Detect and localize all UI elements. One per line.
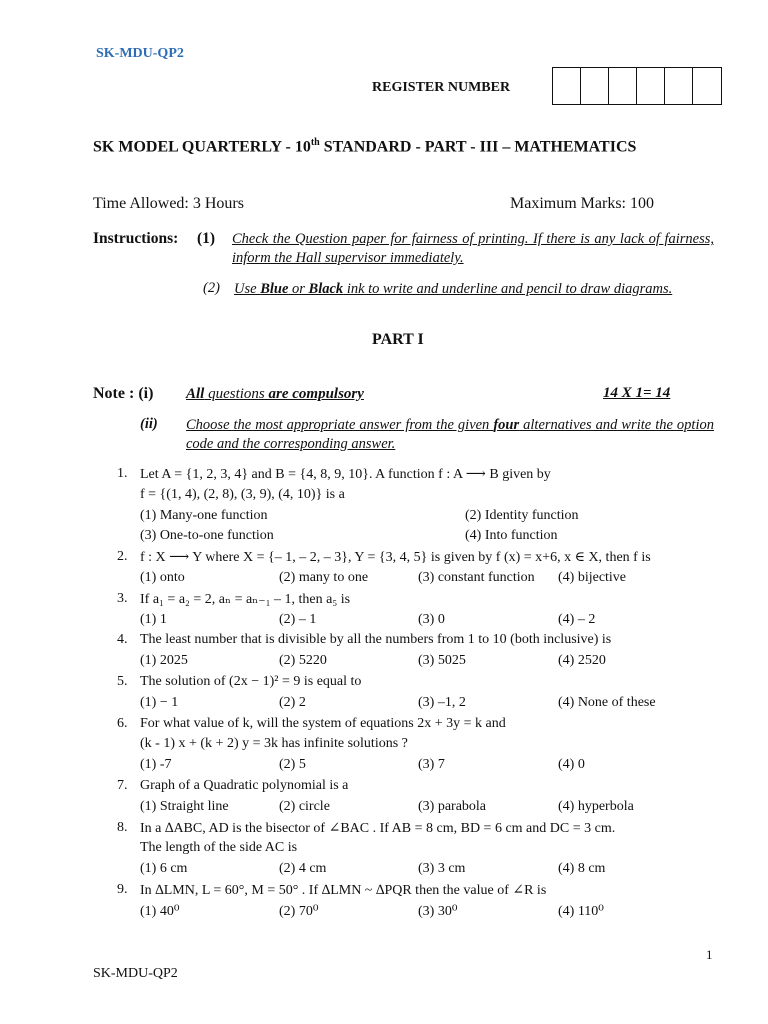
instruction-number-1: (1)	[197, 230, 216, 247]
answer-option: (4) 2520	[558, 653, 606, 669]
note-text-2	[186, 416, 714, 454]
exam-title-pre: SK MODEL QUARTERLY - 10	[93, 138, 311, 156]
question-text: For what value of k, will the system of equations 2x + 3y = k and	[140, 715, 506, 731]
question-text: The least number that is divisible by all the numbers from 1 to 10 (both inclusive) is	[140, 632, 612, 648]
question-number: 5.	[117, 674, 128, 689]
register-box[interactable]	[609, 68, 637, 104]
question-text: In a ∆ABC, AD is the bisector of ∠BAC . If AB = 8 cm, BD = 6 cm and DC = 3 cm.	[140, 820, 616, 836]
answer-option: (2) Identity function	[465, 507, 579, 523]
paper-code-bottom: SK-MDU-QP2	[93, 966, 178, 981]
answer-option: (2) 4 cm	[279, 861, 327, 877]
note-2-part: Choose the most appropriate answer from the given	[186, 417, 494, 433]
answer-option: (2) circle	[279, 798, 330, 814]
answer-option: (1) 40⁰	[140, 903, 180, 919]
answer-option: (2) 2	[279, 694, 306, 710]
maximum-marks: Maximum Marks: 100	[510, 195, 654, 212]
note-1-compulsory: are compulsory	[268, 386, 364, 402]
question-number: 4.	[117, 632, 128, 648]
answer-option: (3) 30⁰	[418, 903, 458, 919]
question-number: 9.	[117, 882, 128, 897]
question-number: 6.	[117, 715, 128, 731]
answer-option: (3) 3 cm	[418, 861, 466, 877]
exam-title-sup: th	[310, 137, 320, 148]
register-box[interactable]	[665, 68, 693, 104]
exam-title	[93, 137, 636, 156]
instruction-2-part: or	[288, 281, 309, 297]
instruction-2-blue: Blue	[260, 281, 289, 297]
answer-option: (1) 6 cm	[140, 861, 188, 877]
question-text: (k - 1) x + (k + 2) y = 3k has infinite solutions ?	[140, 736, 408, 752]
answer-option: (1) Straight line	[140, 798, 229, 814]
instruction-number-2: (2)	[203, 280, 220, 296]
note-label: Note : (i)	[93, 385, 154, 402]
question-number: 1.	[117, 466, 128, 481]
register-box[interactable]	[637, 68, 665, 104]
answer-option: (4) Into function	[465, 528, 558, 544]
note-2-four: four	[493, 417, 520, 433]
question-number: 7.	[117, 778, 128, 793]
answer-option: (3) 5025	[418, 653, 466, 669]
question-text: The length of the side AC is	[140, 840, 298, 856]
answer-option: (4) 0	[558, 757, 585, 773]
answer-option: (4) 8 cm	[558, 861, 606, 877]
instruction-2-part: Use	[234, 281, 261, 297]
note-1-all: All	[186, 386, 205, 402]
answer-option: (4) hyperbola	[558, 798, 634, 814]
time-allowed: Time Allowed: 3 Hours	[93, 195, 244, 212]
answer-option: (3) parabola	[418, 798, 487, 814]
answer-option: (3) 0	[418, 611, 445, 627]
answer-option: (2) 5	[279, 757, 306, 773]
answer-option: (4) 110⁰	[558, 903, 604, 919]
question-text: If a₁ = a₂ = 2, aₙ = aₙ₋₁ – 1, then a₅ is	[140, 591, 351, 607]
register-box[interactable]	[693, 68, 721, 104]
register-number-label: REGISTER NUMBER	[372, 80, 511, 95]
register-box[interactable]	[581, 68, 609, 104]
answer-option: (2) 70⁰	[279, 903, 319, 919]
part-heading: PART I	[372, 331, 424, 348]
answer-option: (2) 5220	[279, 653, 327, 669]
question-text: Graph of a Quadratic polynomial is a	[140, 778, 349, 793]
question-number: 8.	[117, 819, 128, 835]
answer-option: (1) 2025	[140, 653, 188, 669]
instruction-text-2	[234, 280, 714, 299]
answer-option: (1) Many-one function	[140, 507, 268, 523]
answer-option: (1) 1	[140, 611, 167, 627]
answer-option: (1) onto	[140, 570, 185, 585]
paper-code-top: SK-MDU-QP2	[96, 46, 184, 61]
note-marks: 14 X 1= 14	[603, 385, 671, 401]
answer-option: (2) many to one	[279, 570, 369, 585]
answer-option: (3) constant function	[418, 570, 535, 585]
answer-option: (2) – 1	[279, 611, 317, 627]
instruction-2-part: ink to write and underline and pencil to draw diagrams.	[343, 281, 673, 297]
note-number-2: (ii)	[140, 416, 158, 432]
instruction-text-1: Check the Question paper for fairness of printing. If there is any lack of fairness, inform the Hall supervisor immediately.	[232, 231, 714, 266]
question-number: 3.	[117, 590, 128, 606]
note-2-part: alternatives and write the option code and the corresponding answer.	[186, 417, 714, 452]
answer-option: (3) 7	[418, 757, 445, 773]
question-text: f = {(1, 4), (2, 8), (3, 9), (4, 10)} is a	[140, 486, 345, 502]
answer-option: (4) None of these	[558, 694, 656, 710]
instructions-label: Instructions:	[93, 230, 179, 247]
answer-option: (4) – 2	[558, 611, 596, 627]
answer-option: (1) -7	[140, 757, 172, 773]
register-box[interactable]	[553, 68, 581, 104]
question-number: 2.	[117, 549, 128, 565]
answer-option: (3) One-to-one function	[140, 528, 274, 544]
instruction-2-black: Black	[308, 281, 344, 297]
exam-title-post: STANDARD - PART - III – MATHEMATICS	[319, 138, 637, 156]
question-text: Let A = {1, 2, 3, 4} and B = {4, 8, 9, 10}. A function f : A ⟶ B given by	[140, 467, 551, 482]
answer-option: (3) –1, 2	[418, 694, 466, 710]
answer-option: (4) bijective	[558, 570, 627, 585]
question-text: f : X ⟶ Y where X = {– 1, – 2, – 3}, Y = {3, 4, 5} is given by f (x) = x+6, x ∈ X, then f is	[140, 550, 651, 566]
answer-option: (1) − 1	[140, 694, 179, 710]
question-text: In ∆LMN, L = 60°, M = 50° . If ∆LMN ~ ∆PQR then the value of ∠R is	[140, 883, 547, 898]
page-number: 1	[706, 947, 713, 962]
register-number-boxes[interactable]	[552, 67, 722, 105]
note-1-part: questions	[204, 386, 269, 402]
question-text: The solution of (2x − 1)² = 9 is equal to	[140, 674, 362, 689]
note-text-1	[186, 386, 364, 403]
